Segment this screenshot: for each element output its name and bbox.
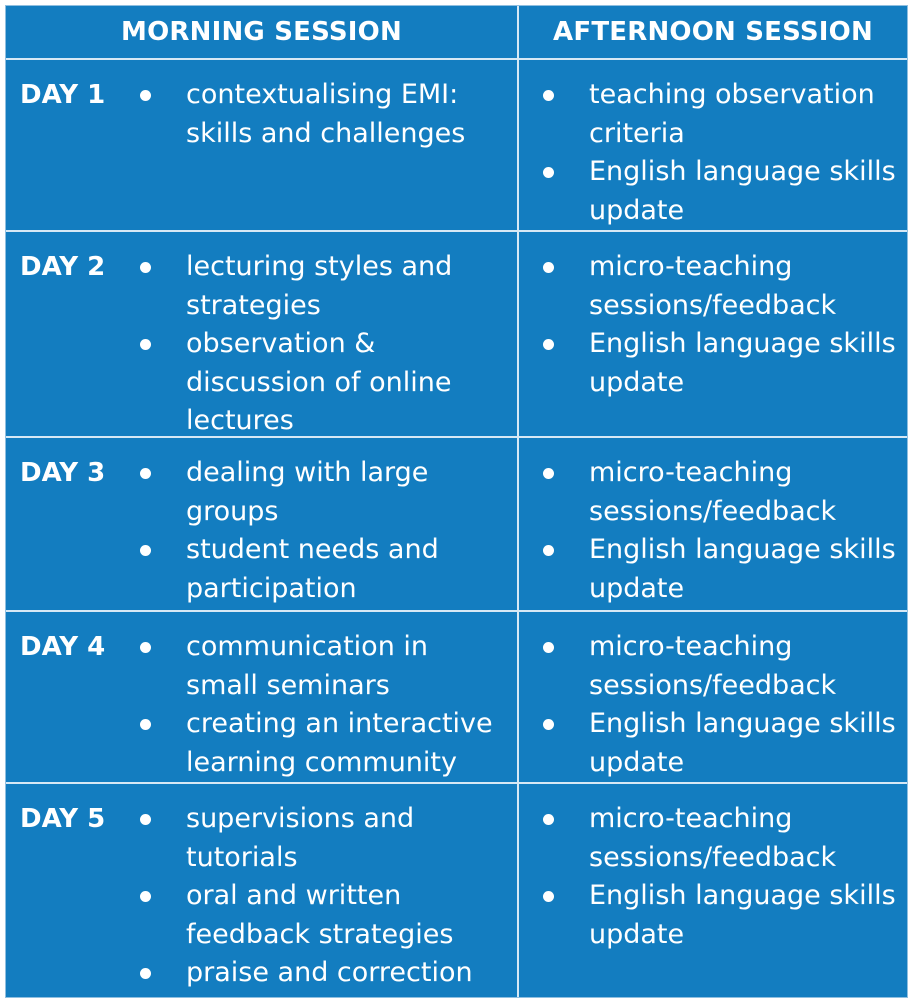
bullet-icon <box>140 90 151 101</box>
list-item: dealing with large groups <box>140 454 510 531</box>
list-item: lecturing styles and strategies <box>140 248 510 325</box>
day-row-4 <box>6 612 907 782</box>
afternoon-topics <box>543 800 903 954</box>
afternoon-session-header: AFTERNOON SESSION <box>553 17 873 47</box>
bullet-icon <box>140 719 151 730</box>
morning-topics <box>140 800 510 993</box>
bullet-icon <box>140 968 151 979</box>
afternoon-topics <box>543 628 903 782</box>
list-item: English language skills update <box>543 325 903 402</box>
morning-topics <box>140 628 510 782</box>
day-row-1 <box>6 60 907 230</box>
list-item: micro-teaching sessions/feedback <box>543 454 903 531</box>
list-item: English language skills update <box>543 531 903 608</box>
session-schedule-table <box>5 5 908 998</box>
list-item: student needs and participation <box>140 531 510 608</box>
list-item: contextualising EMI: skills and challenges <box>140 76 510 153</box>
list-item: micro-teaching sessions/feedback <box>543 628 903 705</box>
morning-topics <box>140 76 510 153</box>
bullet-icon <box>543 642 554 653</box>
bullet-icon <box>543 545 554 556</box>
afternoon-topics <box>543 76 903 230</box>
bullet-icon <box>543 339 554 350</box>
list-item: teaching observation criteria <box>543 76 903 153</box>
bullet-icon <box>543 814 554 825</box>
bullet-icon <box>140 814 151 825</box>
list-item: oral and written feedback strategies <box>140 877 510 954</box>
day-label: DAY 4 <box>20 632 106 662</box>
bullet-icon <box>140 642 151 653</box>
bullet-icon <box>543 468 554 479</box>
morning-session-header: MORNING SESSION <box>121 17 402 47</box>
morning-topics <box>140 248 510 441</box>
bullet-icon <box>140 891 151 902</box>
list-item: English language skills update <box>543 705 903 782</box>
list-item: creating an interactive learning community <box>140 705 510 782</box>
list-item: supervisions and tutorials <box>140 800 510 877</box>
day-row-2 <box>6 232 907 436</box>
bullet-icon <box>543 90 554 101</box>
list-item: praise and correction <box>140 954 510 993</box>
bullet-icon <box>543 719 554 730</box>
afternoon-topics <box>543 454 903 608</box>
day-label: DAY 5 <box>20 804 106 834</box>
afternoon-topics <box>543 248 903 402</box>
bullet-icon <box>543 262 554 273</box>
day-row-3 <box>6 438 907 610</box>
bullet-icon <box>140 262 151 273</box>
list-item: observation & discussion of online lectures <box>140 325 510 441</box>
day-label: DAY 1 <box>20 80 106 110</box>
list-item: English language skills update <box>543 153 903 230</box>
day-row-5 <box>6 784 907 997</box>
bullet-icon <box>140 339 151 350</box>
day-label: DAY 2 <box>20 252 106 282</box>
list-item: English language skills update <box>543 877 903 954</box>
list-item: micro-teaching sessions/feedback <box>543 248 903 325</box>
bullet-icon <box>543 167 554 178</box>
bullet-icon <box>140 545 151 556</box>
morning-topics <box>140 454 510 608</box>
list-item: communication in small seminars <box>140 628 510 705</box>
list-item: micro-teaching sessions/feedback <box>543 800 903 877</box>
day-label: DAY 3 <box>20 458 106 488</box>
bullet-icon <box>140 468 151 479</box>
bullet-icon <box>543 891 554 902</box>
